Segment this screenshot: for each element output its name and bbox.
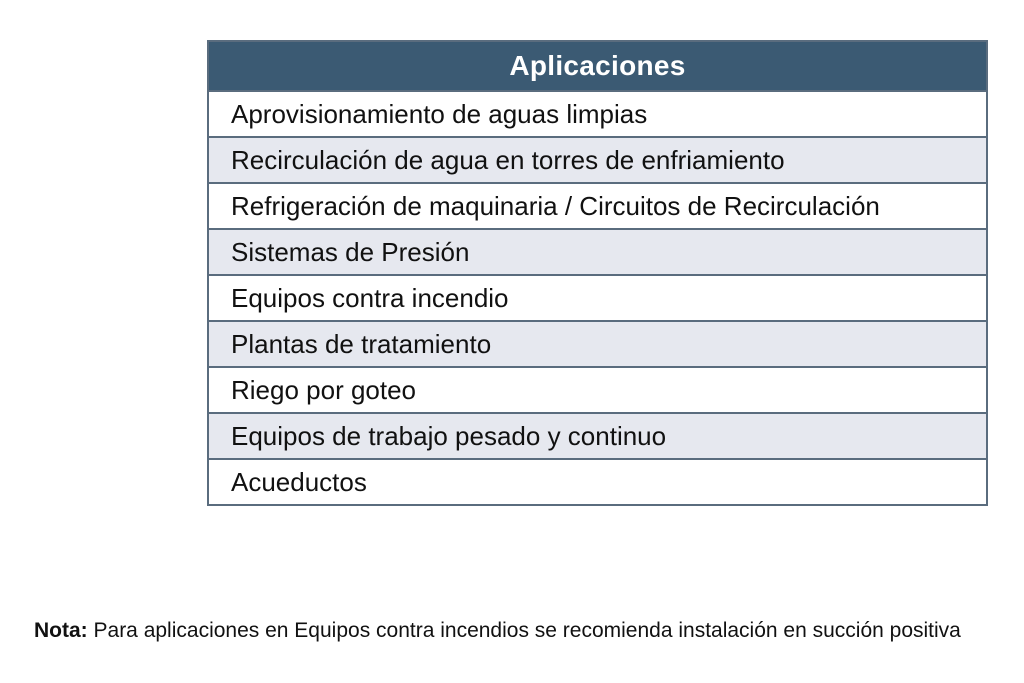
table-row: Plantas de tratamiento (209, 320, 986, 366)
table-row: Recirculación de agua en torres de enfriamiento (209, 136, 986, 182)
table-row: Acueductos (209, 458, 986, 504)
applications-table (207, 40, 988, 506)
table-row: Sistemas de Presión (209, 228, 986, 274)
note-text: Para aplicaciones en Equipos contra incendios se recomienda instalación en succión positiva (87, 619, 961, 642)
table-header: Aplicaciones (209, 42, 986, 90)
note-paragraph (34, 616, 1004, 646)
note-label: Nota: (34, 619, 88, 642)
table-row: Equipos de trabajo pesado y continuo (209, 412, 986, 458)
table-row: Riego por goteo (209, 366, 986, 412)
table-row: Refrigeración de maquinaria / Circuitos de Recirculación (209, 182, 986, 228)
table-row: Aprovisionamiento de aguas limpias (209, 90, 986, 136)
table-row: Equipos contra incendio (209, 274, 986, 320)
